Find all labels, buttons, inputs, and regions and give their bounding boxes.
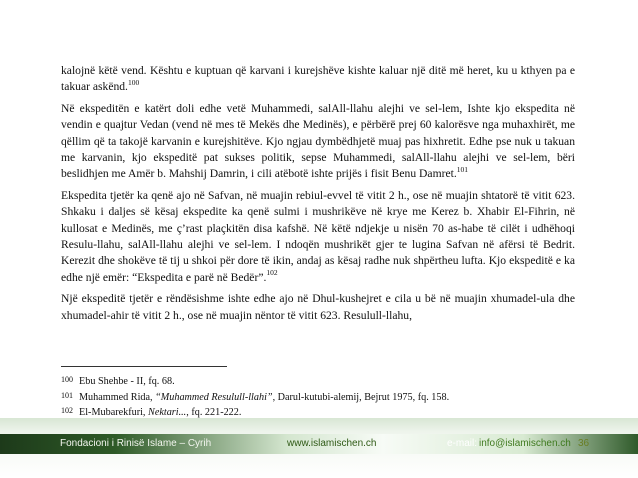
footnote-100: 100 Ebu Shehbe - II, fq. 68. (61, 375, 175, 387)
footnote-ref-102: 102 (266, 268, 278, 278)
body-text (61, 63, 575, 329)
paragraph-1: kalojnë këtë vend. Kështu e kuptuan që karvani i kurejshëve kishte kaluar një ditë më heret, ku u kthyen pa e takuar askënd.$^{100}$ (61, 64, 575, 94)
footnote-separator (61, 366, 227, 367)
footer-website-link[interactable]: www.islamischen.ch (287, 438, 377, 449)
footnote-102: 102 El-Mubarekfuri, Nektari..., fq. 221-222. (61, 406, 242, 419)
footnote-ref-101: 101 (456, 164, 468, 174)
page-number: 36 (578, 438, 590, 449)
footnotes (61, 373, 575, 420)
footnote-ref-100: 100 (127, 77, 140, 87)
footer-organization: Fondacioni i Rinisë Islame – Cyrih (60, 438, 212, 449)
paragraph-2: Në ekspeditën e katërt doli edhe vetë Muhammedi, salAll-llahu alejhi ve sel-lem, Ishte kjo ekspedita në vendin e quajtur Vedan (vend në mes të Mekës dhe Medinës), e përbërë prej 60 kalorësve nga muhaxhirët, me qëllim që ta takojë karvanin e kurejshitëve. Kjo ngjau dymbëdhjetë muaj pas hixhretit. Edhe pse nuk u takuan me karvanin, kjo ekspeditë pat sukses politik, sepse Muhammedi, salAll-llahu alejhi ve sel-lem, bëri beslidhjen me Amër b. Mahshij Damrin, i cili atëbotë ishte prijës i fisit Benu Damret.$^{101}$ (61, 101, 575, 181)
footer-email-link[interactable]: info@islamischen.ch (479, 438, 571, 449)
footnote-101: 101 Muhammed Rida, “Muhammed Resulull-llahi”, Darul-kutubi-alemij, Bejrut 1975, fq. 158. (61, 390, 450, 403)
paragraph-3: Ekspedita tjetër ka qenë ajo në Safvan, në muajin rebiul-evvel të vitit 2 h., ose në muajin shtatorë të vitit 623. Shkaku i daljes së kësaj ekspedite ka qenë sulmi i mushrikëve në krye me Kerez b. Xhabir El-Fihrin, në kullosat e Medinës, me ç’rast plaçkitën disa kafshë. Në këtë ndjekje u nisën 70 as-habe të cilët i udhëhoqi Resulu-llahu, salAll-llahu alejhi ve sel-lem. I ndoqën mushrikët gjer te lugina Safvan në afërsi të Bedrit. Kerezit dhe shokëve të tij u shkoi për dore të ikin, andaj as kësaj radhe nuk shpërtheu lufta. Kjo ekspeditë e ka edhe një emër: “Ekspedita e parë në Bedër”.$^{102}$ (61, 188, 575, 284)
paragraph-4: Një ekspeditë tjetër e rëndësishme ishte edhe ajo në Dhul-kushejret e cila u bë në muajin xhumadel-ula dhe xhumadel-ahir të vitit 2 h., ose në muajin nëntor të vitit 623. Resulull-llahu, (61, 292, 575, 322)
footer-email-label: e-mail: (447, 438, 478, 449)
